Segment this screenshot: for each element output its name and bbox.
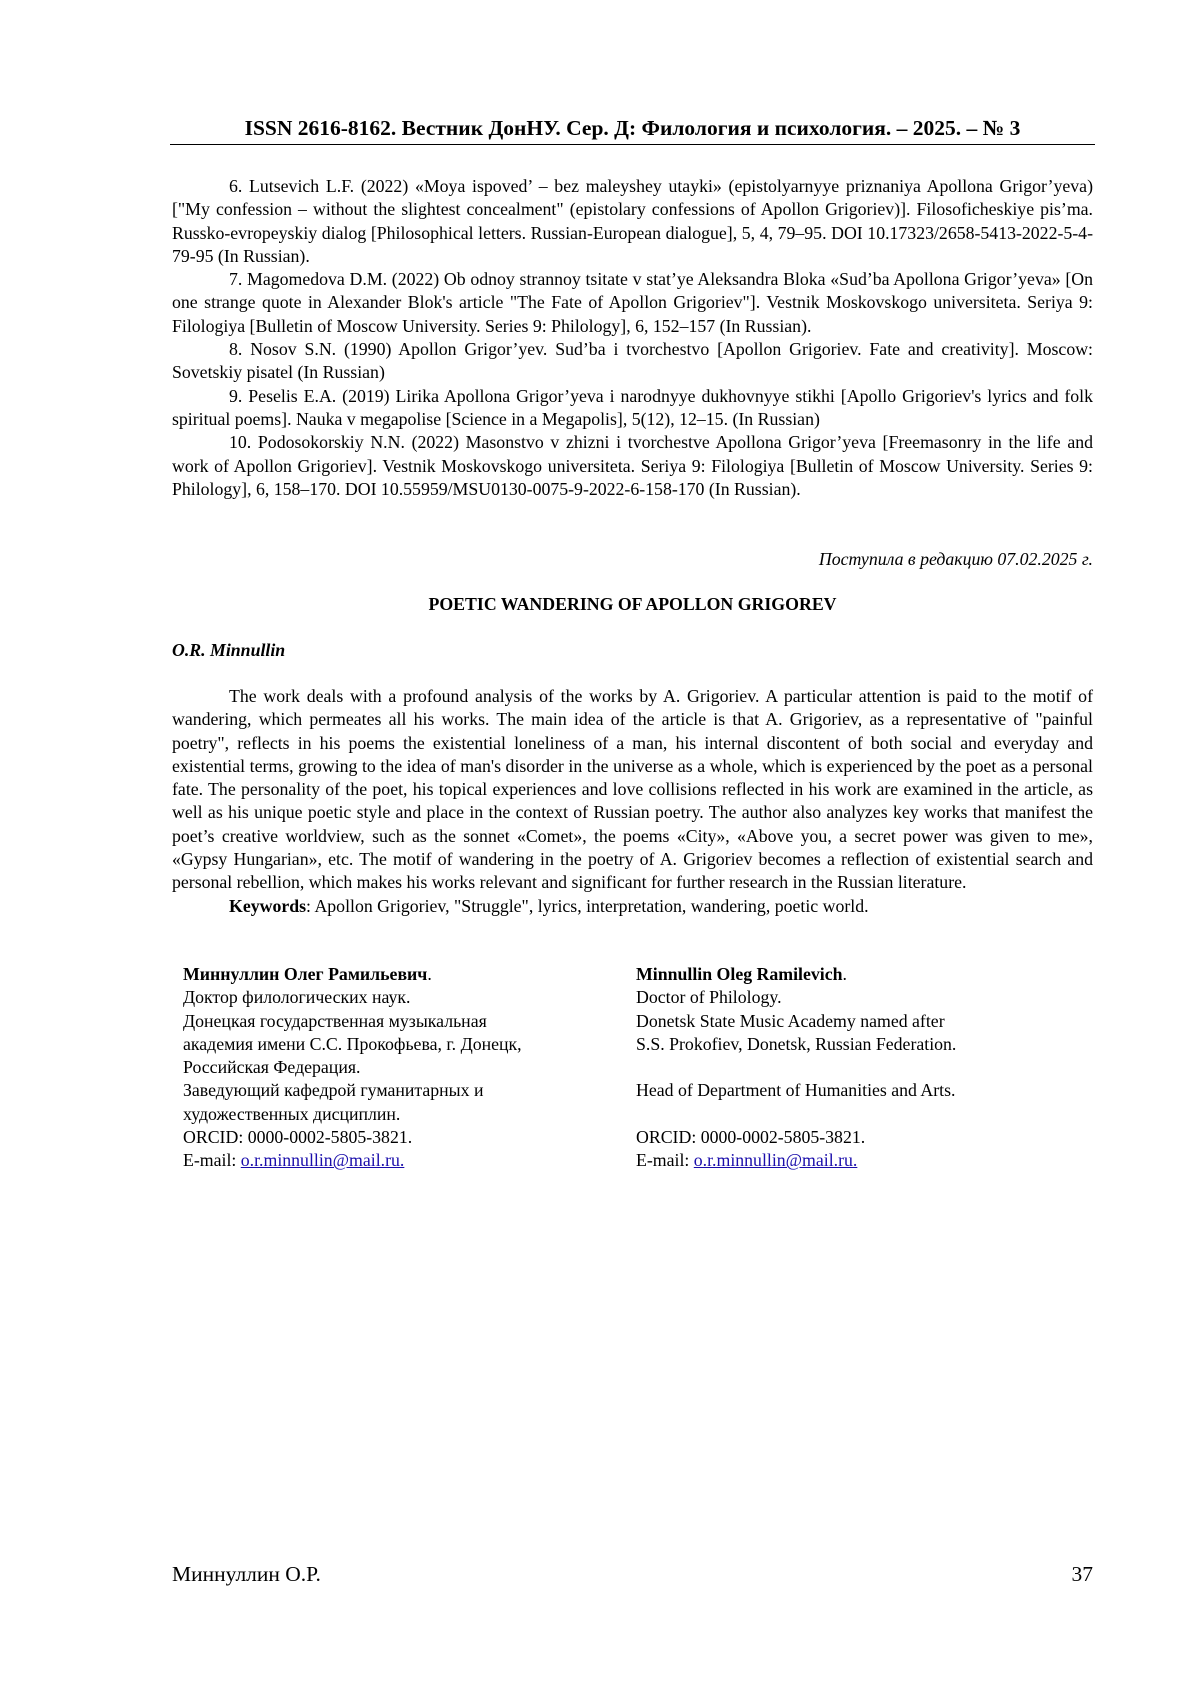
footer-author: Миннуллин О.Р. bbox=[172, 1562, 321, 1586]
bio-organization: Донецкая государственная музыкальная bbox=[183, 1010, 487, 1031]
reference-item: 6. Lutsevich L.F. (2022) «Moya ispoved’ – bez maleyshey utayki» (epistolyarnyye priznaniya Apollona Grigor’yeva) ["My confession – without the slightest concealment" (epistolary confessions of Apollon Grigoriev)]. Filosoficheskiye pis’ma. Russko-evropeyskiy dialog [Philosophical letters. Russian-European dialogue], 5, 4, 79–95. DOI 10.17323/2658-5413-2022-5-4-79-95 (In Russian). bbox=[172, 176, 1093, 266]
email-link[interactable]: o.r.minnullin@mail.ru. bbox=[240, 1150, 405, 1171]
reference-item: 7. Magomedova D.M. (2022) Ob odnoy strannoy tsitate v stat’ye Aleksandra Bloka «Sud’ba Apollona Grigor’yeva» [On one strange quote in Alexander Blok's article "The Fate of Apollon Grigoriev"]. Vestnik Moskovskogo universiteta. Seriya 9: Filologiya [Bulletin of Moscow University. Series 9: Philology], 6, 152–157 (In Russian). bbox=[172, 269, 1093, 336]
bio-position: Заведующий кафедрой гуманитарных и bbox=[183, 1080, 484, 1101]
article-title: POETIC WANDERING OF APOLLON GRIGOREV bbox=[428, 594, 837, 614]
keywords-text: : Apollon Grigoriev, "Struggle", lyrics, interpretation, wandering, poetic world. bbox=[306, 895, 869, 916]
keywords bbox=[172, 895, 1093, 918]
reference-list bbox=[172, 175, 1093, 501]
received-note: Поступила в редакцию 07.02.2025 г. bbox=[818, 549, 1093, 569]
bio-name: Миннуллин Олег Рамильевич bbox=[183, 964, 428, 984]
abstract-text: The work deals with a profound analysis of the works by A. Grigoriev. A particular attention is paid to the motif of wandering, which permeates all his works. The main idea of the article is that A. Grigoriev, as a representative of "painful poetry", reflects in his poems the existential loneliness of a man, his internal discontent of both social and everyday and existential terms, growing to the idea of man's disorder in the universe as a whole, which is experienced by the poet as a personal fate. The personality of the poet, his topical experiences and love collisions reflected in his work are examined in the article, as well as his unique poetic style and place in the context of Russian poetry. The author also analyzes key works that manifest the poet’s creative worldview, such as the sonnet «Comet», the poems «City», «Above you, a secret power was given to me», «Gypsy Hungarian», etc. The motif of wandering in the poetry of A. Grigoriev becomes a reflection of existential search and personal rebellion, which makes his works relevant and significant for further research in the Russian literature. bbox=[172, 686, 1093, 893]
reference-item: 9. Peselis E.A. (2019) Lirika Apollona Grigor’yeva i narodnyye dukhovnyye stikhi [Apollo Grigoriev's lyrics and folk spiritual poems]. Nauka v megapolise [Science in a Megapolis], 5(12), 12–15. (In Russian) bbox=[172, 385, 1093, 429]
bio-orcid: ORCID: 0000-0002-5805-3821. bbox=[183, 1127, 413, 1148]
bio-degree: Доктор филологических наук. bbox=[183, 987, 411, 1008]
bio-name: Minnullin Oleg Ramilevich bbox=[636, 964, 843, 984]
bio-orcid: ORCID: 0000-0002-5805-3821. bbox=[636, 1127, 866, 1148]
article-author: O.R. Minnullin bbox=[172, 640, 286, 660]
bio-degree: Doctor of Philology. bbox=[636, 987, 782, 1008]
reference-item: 10. Podosokorskiy N.N. (2022) Masonstvo v zhizni i tvorchestve Apollona Grigor’yeva [Freemasonry in the life and work of Apollon Grigoriev]. Vestnik Moskovskogo universiteta. Seriya 9: Filologiya [Bulletin of Moscow University. Series 9: Philology], 6, 158–170. DOI 10.55959/MSU0130-0075-9-2022-6-158-170 (In Russian). bbox=[172, 432, 1093, 499]
bio-organization: академия имени С.С. Прокофьева, г. Донецк, bbox=[183, 1033, 522, 1054]
author-bio-english: Minnullin Oleg Ramilevich. Doctor of Philology. Donetsk State Music Academy named after S.S. Prokofiev, Donetsk, Russian Federation. Head of Department of Humanities and Arts. ORCID: 0000-0002-5805-3821. E-mail: o.r.minnullin@mail.ru. bbox=[636, 963, 1076, 1173]
journal-header: ISSN 2616-8162. Вестник ДонНУ. Сер. Д: Филология и психология. – 2025. – № 3 bbox=[170, 114, 1095, 145]
abstract bbox=[172, 685, 1093, 918]
bio-organization: Donetsk State Music Academy named after bbox=[636, 1010, 945, 1031]
email-link[interactable]: o.r.minnullin@mail.ru. bbox=[693, 1150, 858, 1171]
keywords-label: Keywords bbox=[229, 895, 307, 916]
bio-organization: Российская Федерация. bbox=[183, 1057, 361, 1078]
reference-item: 8. Nosov S.N. (1990) Apollon Grigor’yev. Sud’ba i tvorchestvo [Apollon Grigoriev. Fate and creativity]. Moscow: Sovetskiy pisatel (In Russian) bbox=[172, 339, 1093, 383]
bio-email-label: E-mail: bbox=[636, 1150, 694, 1171]
page-number: 37 bbox=[1071, 1562, 1093, 1586]
bio-position: Head of Department of Humanities and Arts. bbox=[636, 1080, 956, 1101]
bio-organization: S.S. Prokofiev, Donetsk, Russian Federation. bbox=[636, 1033, 957, 1054]
bio-email-label: E-mail: bbox=[183, 1150, 241, 1171]
bio-position: художественных дисциплин. bbox=[183, 1103, 401, 1124]
author-bio-russian: Миннуллин Олег Рамильевич. Доктор филологических наук. Донецкая государственная музыкальная академия имени С.С. Прокофьева, г. Донецк, Российская Федерация. Заведующий кафедрой гуманитарных и художественных дисциплин. ORCID: 0000-0002-5805-3821. E-mail: o.r.minnullin@mail.ru. bbox=[183, 963, 623, 1173]
